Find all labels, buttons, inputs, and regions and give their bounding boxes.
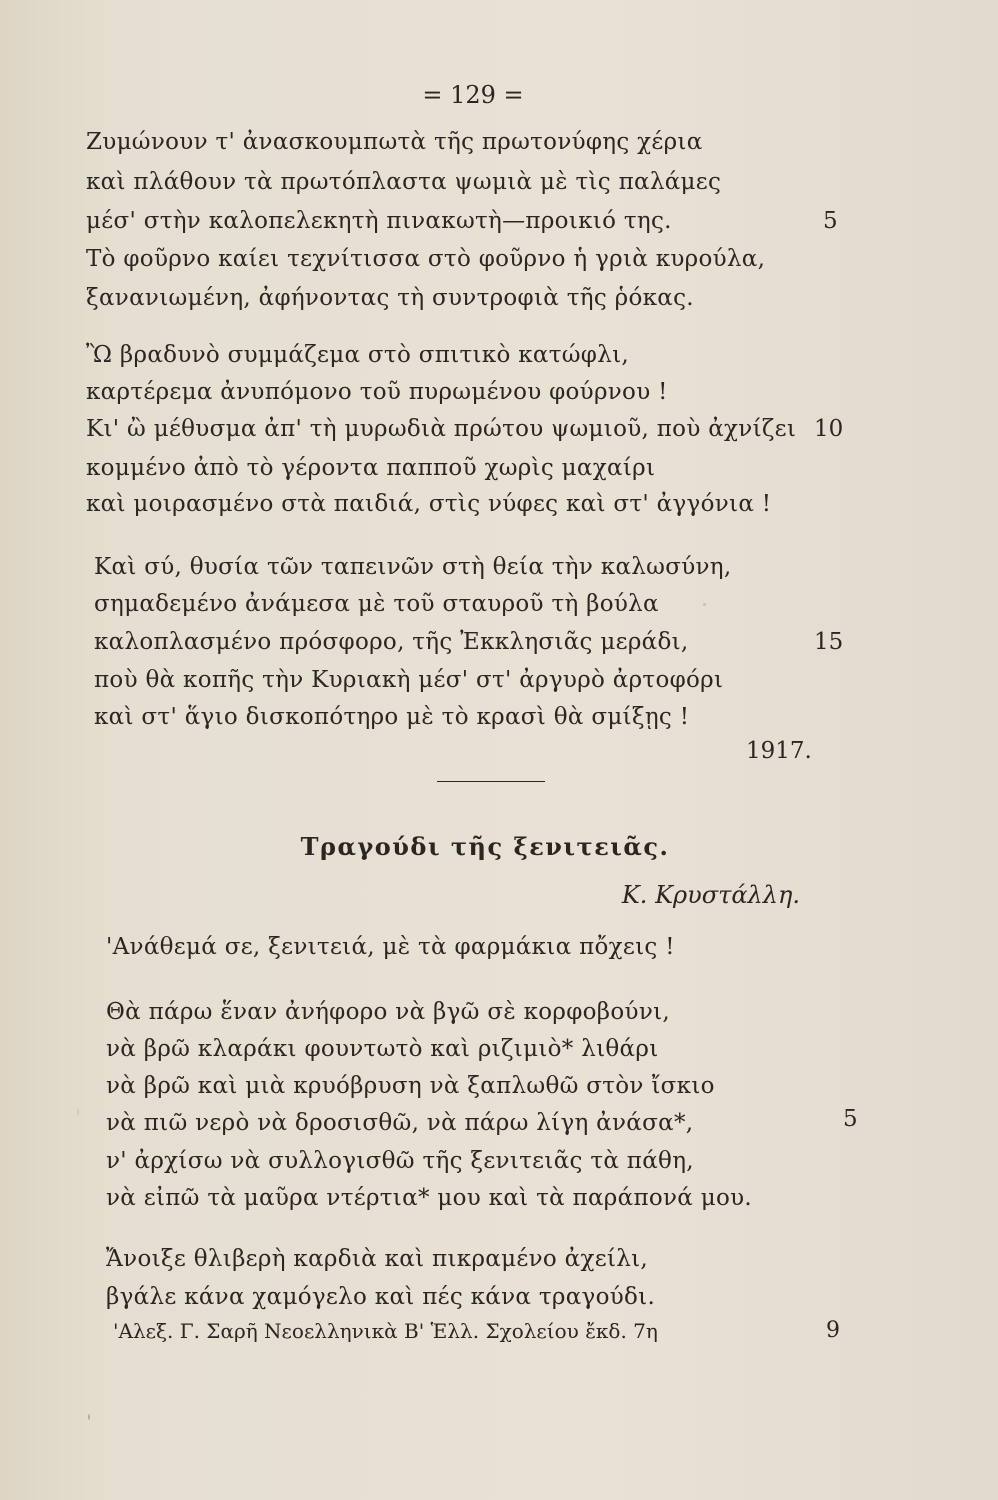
poem2-line-8: Ἄνοιξε θλιβερὴ καρδιὰ καὶ πικραμένο ἀχείλι,: [106, 1246, 649, 1272]
paper-speck: [77, 1108, 79, 1116]
poem2-author: Κ. Κρυστάλλη.: [621, 881, 800, 909]
poem1-line-number-10: 10: [814, 416, 844, 442]
poem1-line-9: κομμένο ἀπὸ τὸ γέροντα παπποῦ χωρὶς μαχαίρι: [86, 455, 656, 481]
poem1-line-2: καὶ πλάθουν τὰ πρωτόπλαστα ψωμιὰ μὲ τὶς παλάμες: [86, 169, 722, 195]
poem1-line-13: καλοπλασμένο πρόσφορο, τῆς Ἐκκλησιᾶς μεράδι,: [94, 629, 689, 655]
poem1-line-12: σημαδεμένο ἀνάμεσα μὲ τοῦ σταυροῦ τὴ βούλα: [94, 591, 659, 617]
poem2-line-number-5: 5: [843, 1106, 858, 1132]
poem1-line-14: ποὺ θὰ κοπῆς τὴν Κυριακὴ μέσ' στ' ἀργυρὸ ἀρτοφόρι: [94, 667, 724, 693]
poem1-line-number-15: 15: [814, 629, 844, 655]
poem2-line-1: 'Ανάθεμά σε, ξενιτειά, μὲ τὰ φαρμάκια πὄχεις !: [106, 934, 675, 960]
poem1-line-4: Τὸ φοῦρνο καίει τεχνίτισσα στὸ φοῦρνο ἡ γριὰ κυρούλα,: [86, 246, 766, 272]
paper-speck: [88, 1414, 90, 1420]
poem1-line-8: Κι' ὢ μέθυσμα ἀπ' τὴ μυρωδιὰ πρώτου ψωμιοῦ, ποὺ ἀχνίζει: [86, 416, 797, 442]
poem2-title: Τραγούδι τῆς ξενιτειᾶς.: [300, 832, 670, 861]
poem2-line-2: Θὰ πάρω ἕναν ἀνήφορο νὰ βγῶ σὲ κορφοβούνι,: [106, 999, 671, 1025]
poem1-year: 1917.: [746, 738, 812, 764]
poem2-line-6: ν' ἀρχίσω νὰ συλλογισθῶ τῆς ξενιτειᾶς τὰ πάθη,: [106, 1148, 694, 1174]
poem1-line-5: ξανανιωμένη, ἀφήνοντας τὴ συντροφιὰ τῆς ῥόκας.: [86, 285, 694, 311]
poem2-line-3: νὰ βρῶ κλαράκι φουντωτὸ καὶ ριζιμιὸ* λιθάρι: [106, 1036, 659, 1062]
poem1-line-number-5: 5: [823, 208, 838, 234]
poem1-line-15: καὶ στ' ἅγιο δισκοπότηρο μὲ τὸ κρασὶ θὰ σμίξῃς !: [94, 704, 690, 730]
poem2-line-5: νὰ πιῶ νερὸ νὰ δροσισθῶ, νὰ πάρω λίγη ἀνάσα*,: [106, 1110, 694, 1136]
book-signature-footer: 'Αλεξ. Γ. Σαρῆ Νεοελληνικὰ Β' Ἑλλ. Σχολείου ἔκδ. 7η: [113, 1319, 658, 1343]
poem2-line-9: βγάλε κάνα χαμόγελο καὶ πές κάνα τραγούδι.: [106, 1284, 656, 1310]
poem1-line-10: καὶ μοιρασμένο στὰ παιδιά, στὶς νύφες καὶ στ' ἀγγόνια !: [86, 491, 772, 517]
poem2-line-4: νὰ βρῶ καὶ μιὰ κρυόβρυση νὰ ξαπλωθῶ στὸν ἴσκιο: [106, 1073, 715, 1099]
poem1-line-11: Καὶ σύ, θυσία τῶν ταπεινῶν στὴ θεία τὴν καλωσύνη,: [94, 554, 732, 580]
section-divider: [437, 781, 545, 782]
poem1-line-6: Ὢ βραδυνὸ συμμάζεμα στὸ σπιτικὸ κατώφλι,: [86, 342, 630, 368]
poem1-line-7: καρτέρεμα ἀνυπόμονο τοῦ πυρωμένου φούρνου !: [86, 379, 668, 405]
poem2-line-7: νὰ εἰπῶ τὰ μαῦρα ντέρτια* μου καὶ τὰ παράπονά μου.: [106, 1185, 753, 1211]
paper-speck: [703, 603, 706, 606]
poem1-line-3: μέσ' στὴν καλοπελεκητὴ πινακωτὴ—προικιό της.: [86, 208, 672, 234]
signature-number: 9: [826, 1318, 840, 1343]
poem1-line-1: Ζυμώνουν τ' ἀνασκουμπωτὰ τῆς πρωτονύφης χέρια: [86, 129, 703, 155]
page-number-header: = 129 =: [422, 81, 524, 109]
